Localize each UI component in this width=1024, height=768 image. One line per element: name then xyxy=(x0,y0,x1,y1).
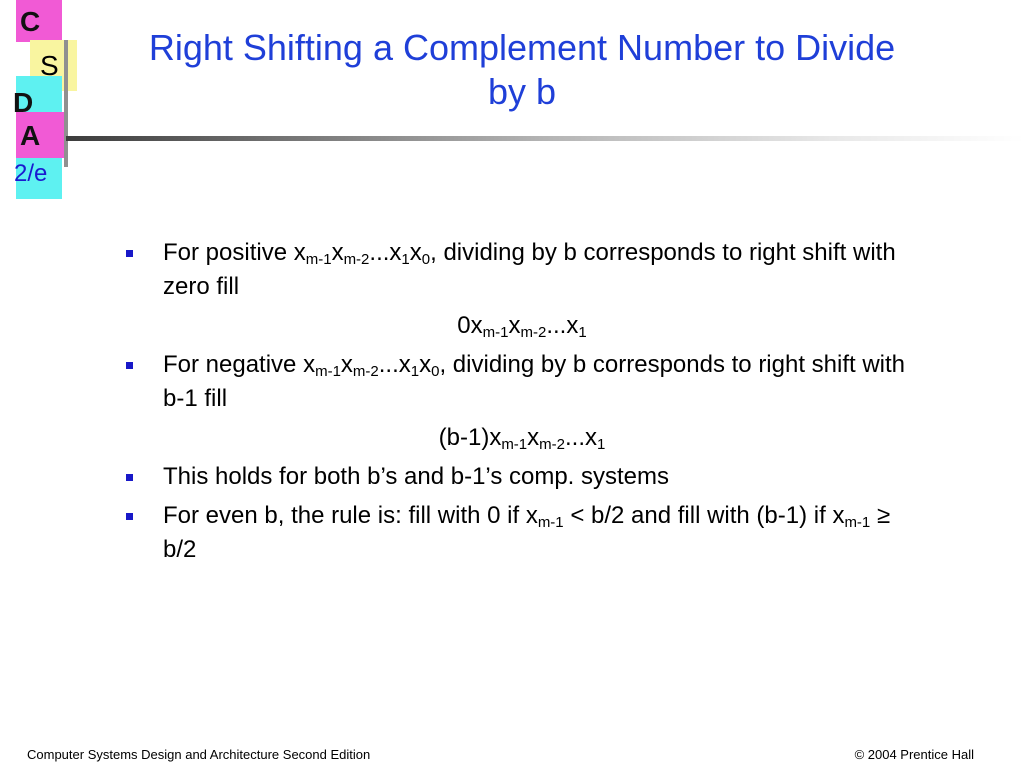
subscript: m-1 xyxy=(501,436,528,453)
formula-text: ...x xyxy=(546,312,579,339)
subscript: m-1 xyxy=(482,324,509,341)
subscript: m-2 xyxy=(539,436,565,453)
footer-copyright: © 2004 Prentice Hall xyxy=(854,747,974,762)
slide-body xyxy=(122,236,912,572)
logo-letter-d: D xyxy=(13,87,34,118)
footer-book-title: Computer Systems Design and Architecture Second Edition xyxy=(27,747,371,762)
formula-text: (b-1)x xyxy=(438,424,502,451)
formula-b-minus-1-fill xyxy=(122,421,912,455)
subscript: m-1 xyxy=(305,251,332,268)
bullet-text: x xyxy=(409,239,422,266)
subscript: 1 xyxy=(401,251,410,268)
bullet-marker xyxy=(126,362,133,369)
logo-letter-a: A xyxy=(20,120,41,151)
bullet-negative xyxy=(122,348,912,416)
logo-box-white-gap xyxy=(62,0,66,40)
formula-text: x xyxy=(527,424,540,451)
subscript: 1 xyxy=(578,324,587,341)
subscript: 0 xyxy=(421,251,431,268)
bullet-text: This holds for both b’s and b-1’s comp. systems xyxy=(163,463,670,490)
bullet-text: x xyxy=(331,239,344,266)
csda-logo xyxy=(0,0,80,205)
bullet-text: ...x xyxy=(378,351,411,378)
logo-edition: 2/e xyxy=(14,160,48,187)
bullet-text: ...x xyxy=(369,239,402,266)
bullet-text: For positive x xyxy=(163,239,306,266)
bullet-text: For negative x xyxy=(163,351,316,378)
slide-title xyxy=(90,26,954,114)
logo-letter-s: S xyxy=(40,50,59,81)
logo-vertical-line xyxy=(64,40,68,167)
subscript: 1 xyxy=(597,436,606,453)
subscript: m-2 xyxy=(520,324,547,341)
bullet-positive xyxy=(122,236,912,304)
bullet-marker xyxy=(126,250,133,257)
formula-text: 0x xyxy=(457,312,483,339)
slide-title-line1: Right Shifting a Complement Number to Divide xyxy=(148,27,896,68)
bullet-text: < b/2 and fill with (b-1) if x xyxy=(563,502,845,529)
subscript: m-1 xyxy=(537,514,564,531)
bullet-text: , dividing by b corresponds to right shift with zero fill xyxy=(163,239,896,300)
subscript: m-1 xyxy=(315,363,341,380)
bullet-text: For even b, the rule is: fill with 0 if x xyxy=(163,502,538,529)
slide-title-line2: by b xyxy=(487,71,557,112)
logo-letter-c: C xyxy=(20,6,41,37)
subscript: 1 xyxy=(410,363,420,380)
subscript: m-1 xyxy=(844,514,871,531)
subscript: m-2 xyxy=(343,251,370,268)
bullet-both-systems xyxy=(122,460,912,494)
formula-text: ...x xyxy=(565,424,598,451)
subscript: m-2 xyxy=(352,363,379,380)
title-divider xyxy=(66,136,1024,141)
bullet-text: x xyxy=(419,351,432,378)
bullet-text: , dividing by b corresponds to right shift with b-1 fill xyxy=(163,351,906,412)
bullet-marker xyxy=(126,474,133,481)
bullet-even-b-rule xyxy=(122,499,912,567)
bullet-text: ≥ b/2 xyxy=(163,502,891,563)
formula-zero-fill xyxy=(122,309,912,343)
bullet-text: x xyxy=(340,351,353,378)
bullet-marker xyxy=(126,513,133,520)
subscript: 0 xyxy=(431,363,440,380)
formula-text: x xyxy=(508,312,521,339)
